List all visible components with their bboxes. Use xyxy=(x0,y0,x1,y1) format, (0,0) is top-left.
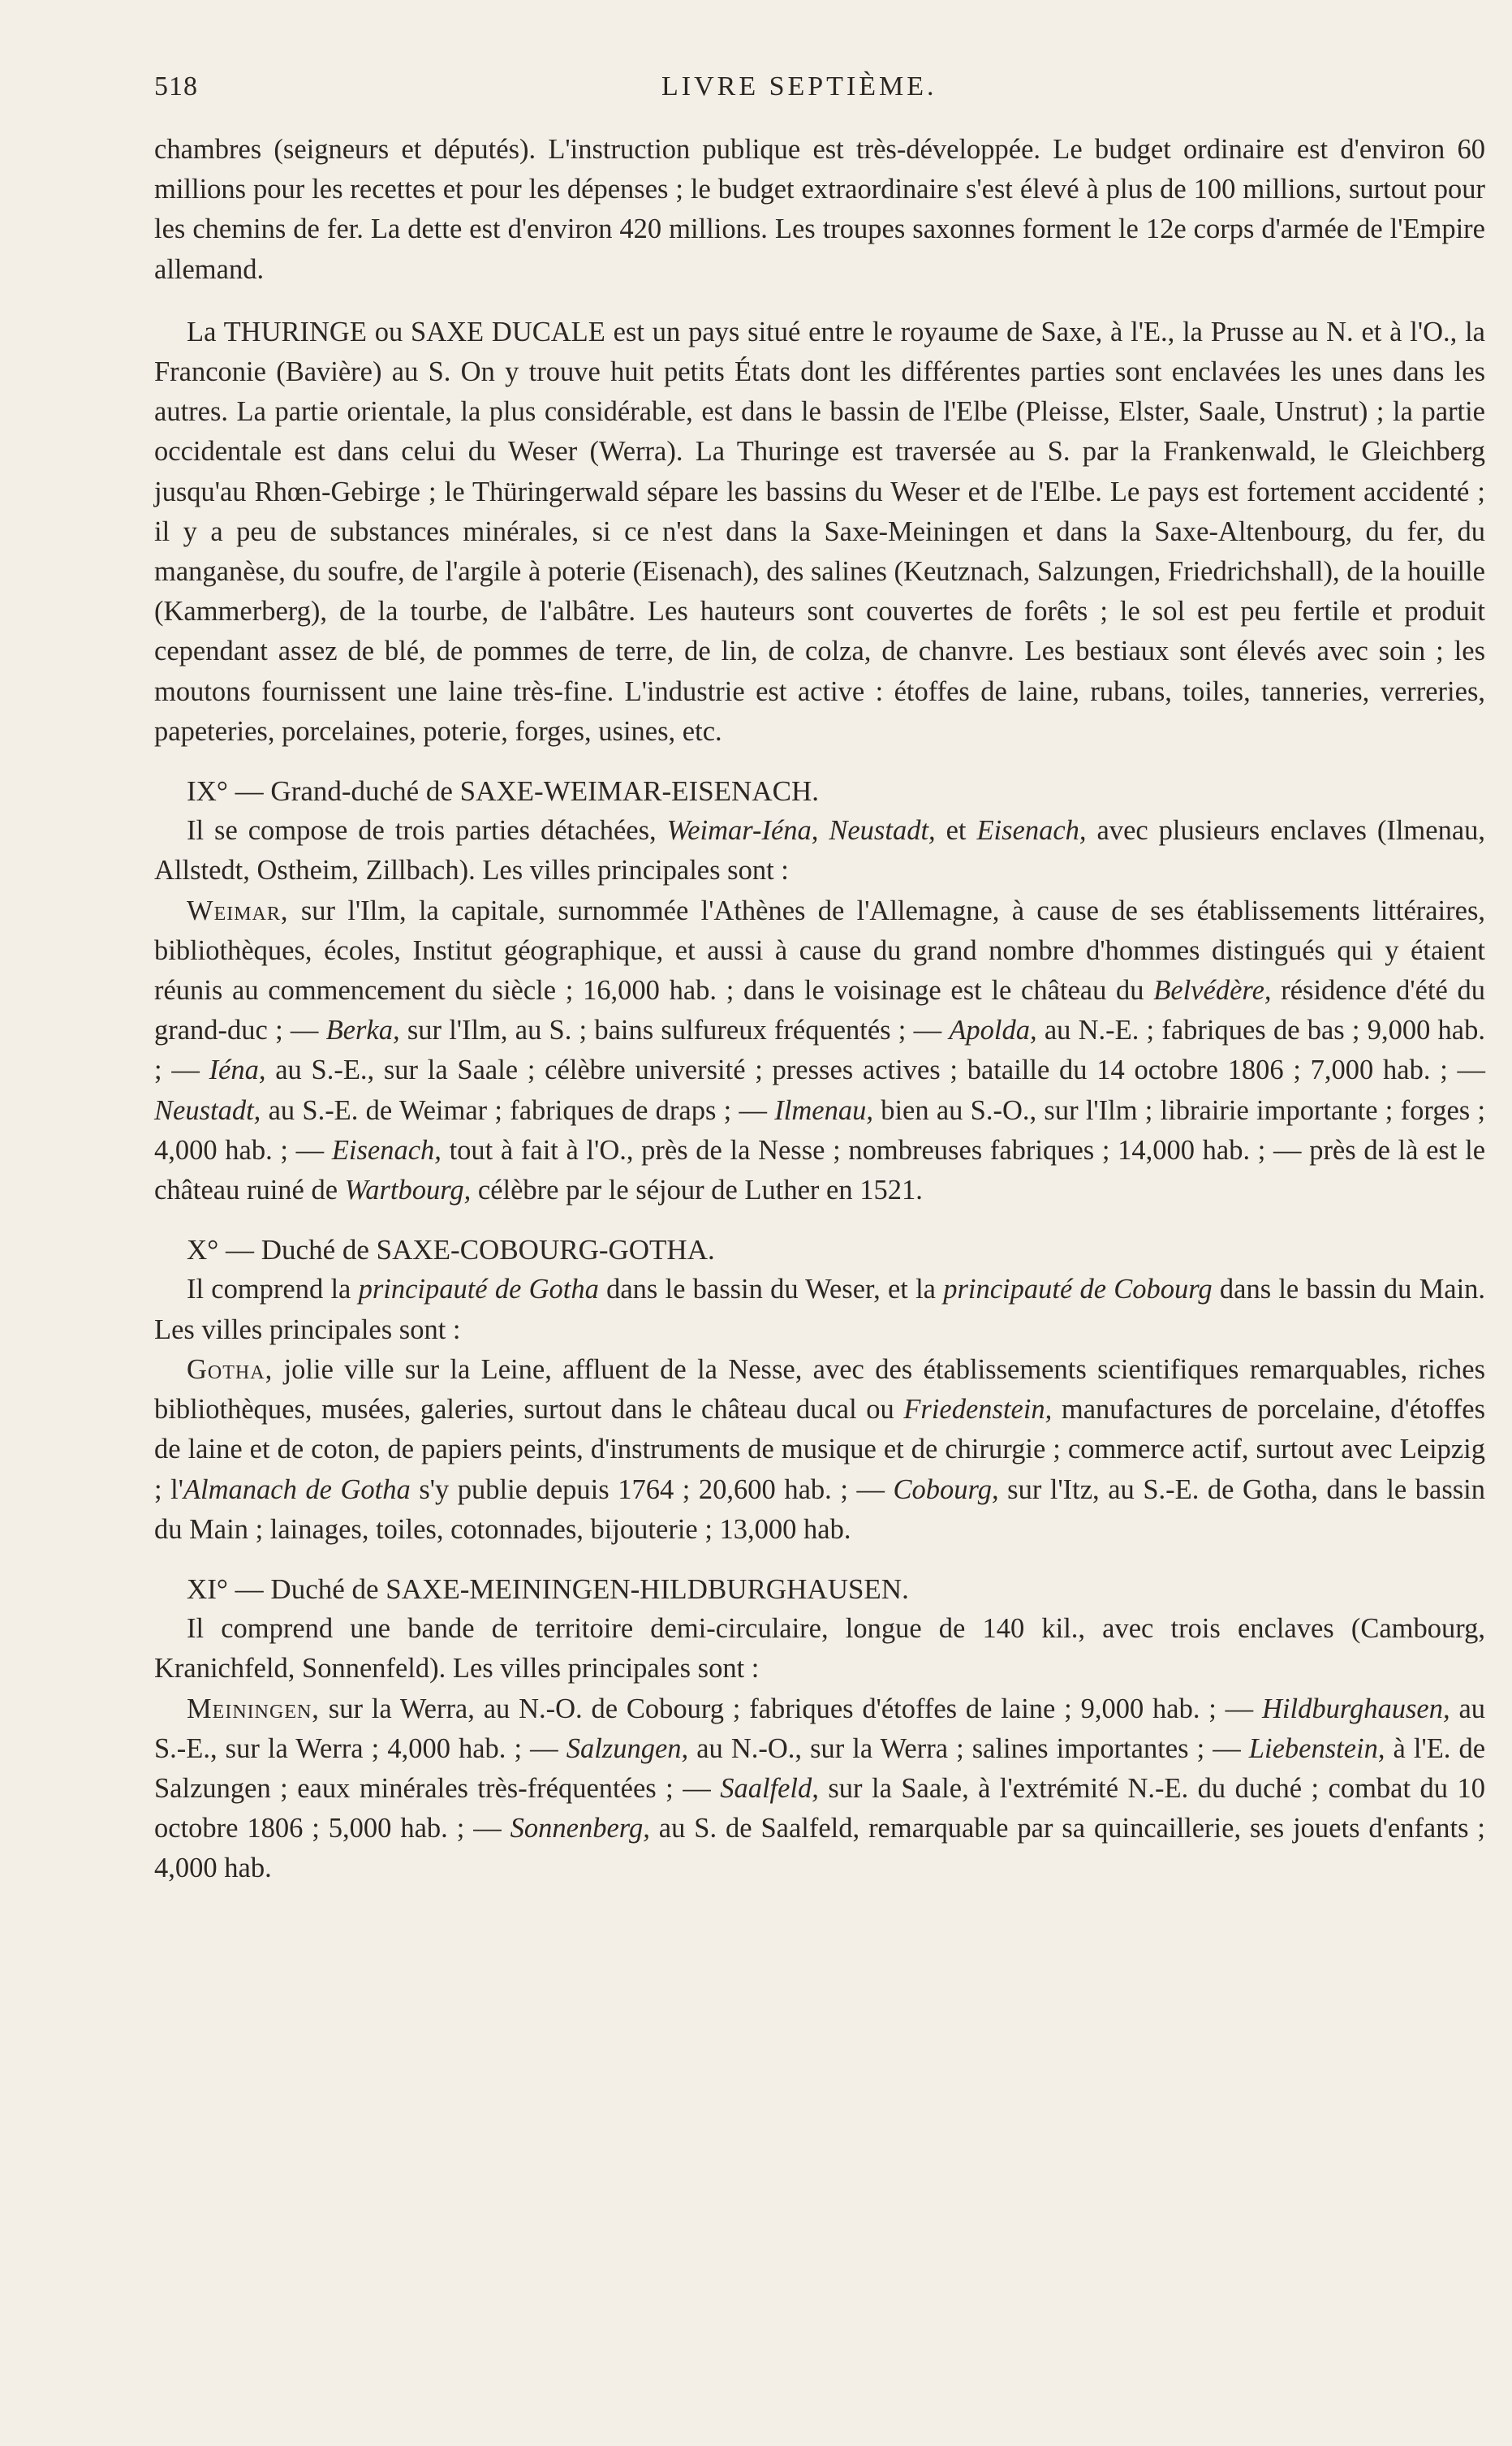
text-run: au S.-E., sur la Saale ; célèbre université ; presses actives ; bataille du 14 octobre 1806 ; 7,000 hab. ; — xyxy=(275,1055,1486,1086)
paragraph-coburg-cities xyxy=(154,1350,1485,1550)
text-run: Il comprend la xyxy=(187,1274,351,1305)
text-run: dans le bassin du Weser, et la xyxy=(606,1274,936,1305)
section-heading-meiningen: XI° — Duché de SAXE-MEININGEN-HILDBURGHAUSEN. xyxy=(187,1572,909,1605)
paragraph-coburg-intro xyxy=(154,1270,1485,1349)
text-run: au S.-E., sur la Werra ; 4,000 hab. ; — xyxy=(154,1693,1486,1764)
text-run: dans le bassin du Main. Les villes principales sont : xyxy=(154,1274,1486,1345)
section-heading-coburg: X° — Duché de SAXE-COBOURG-GOTHA. xyxy=(187,1234,715,1266)
text-run: au S.-E. de Weimar ; fabriques de draps ; — xyxy=(268,1094,767,1126)
text-run: tout à fait à l'O., près de la Nesse ; nombreuses fabriques ; 14,000 hab. ; — près de là est le château ruiné de xyxy=(154,1134,1486,1206)
city-name: Apolda, xyxy=(949,1015,1037,1046)
paragraph-weimar-cities xyxy=(154,891,1485,1211)
text-run: au N.-E. ; fabriques de bas ; 9,000 hab. ; — xyxy=(154,1015,1485,1086)
place-name: Eisenach, xyxy=(976,815,1087,847)
text-run: sur l'Ilm, au S. ; bains sulfureux fréquentés ; — xyxy=(407,1015,942,1046)
paragraph-meiningen-cities xyxy=(154,1689,1485,1889)
city-name: Eisenach, xyxy=(331,1134,442,1166)
city-name: Gotha, xyxy=(187,1353,274,1385)
city-name: Liebenstein, xyxy=(1248,1732,1385,1764)
text-run: au S. de Saalfeld, remarquable par sa quincaillerie, ses jouets d'enfants ; 4,000 hab. xyxy=(154,1813,1486,1884)
text-run: à l'E. de Salzungen ; eaux minérales très-fréquentées ; — xyxy=(154,1732,1486,1804)
text-run: avec plusieurs enclaves (Ilmenau, Allstedt, Ostheim, Zillbach). Les villes principales sont : xyxy=(154,815,1486,887)
city-name: Weimar, xyxy=(187,895,289,926)
place-name: principauté de Gotha xyxy=(358,1274,599,1305)
section-heading-weimar: IX° — Grand-duché de SAXE-WEIMAR-EISENACH. xyxy=(187,775,819,808)
text-run: s'y publie depuis 1764 ; 20,600 hab. ; — xyxy=(419,1473,885,1505)
running-title: LIVRE SEPTIÈME. xyxy=(661,71,937,101)
text-run: au N.-O., sur la Werra ; salines importantes ; — xyxy=(696,1732,1241,1764)
place-name: Belvédère, xyxy=(1153,975,1272,1007)
paragraph-saxony-end: chambres (seigneurs et députés). L'instruction publique est très-développée. Le budget ordinaire est d'environ 60 millions pour les recettes et pour les dépenses ; le budget extraordinaire s'est élevé à plus de 100 millions, surtout pour les chemins de fer. La dette est d'environ 420 millions. Les troupes saxonnes forment le 12e corps d'armée de l'Empire allemand. xyxy=(154,134,1485,285)
text-run: Il se compose de trois parties détachées, xyxy=(187,815,657,847)
city-name: Ilmenau, xyxy=(774,1094,873,1126)
place-name: principauté de Cobourg xyxy=(943,1274,1213,1305)
paragraph-meiningen-intro: Il comprend une bande de territoire demi-circulaire, longue de 140 kil., avec trois enclaves (Cambourg, Kranichfeld, Sonnenfeld). Les villes principales sont : xyxy=(154,1613,1485,1685)
text-run: manufactures de porcelaine, d'étoffes de laine et de coton, de papiers peints, d'instruments de musique et de chirurgie ; commerce actif, surtout avec Leipzig ; l' xyxy=(154,1394,1485,1505)
text-run: résidence d'été du grand-duc ; — xyxy=(154,975,1486,1046)
body-text xyxy=(154,130,1485,1889)
place-name: Friedenstein, xyxy=(903,1394,1053,1426)
paragraph-thuringia: La THURINGE ou SAXE DUCALE est un pays situé entre le royaume de Saxe, à l'E., la Prusse au N. et à l'O., la Franconie (Bavière) au S. On y trouve huit petits États dont les différentes parties sont enclavées les unes dans les autres. La partie orientale, la plus considérable, est dans le bassin de l'Elbe (Pleisse, Elster, Saale, Unstrut) ; la partie occidentale est dans celui du Weser (Werra). La Thuringe est traversée au S. par la Frankenwald, le Gleichberg jusqu'au Rhœn-Gebirge ; le Thüringerwald sépare les bassins du Weser et de l'Elbe. Le pays est fortement accidenté ; il y a peu de substances minérales, si ce n'est dans la Saxe-Meiningen et dans la Saxe-Altenbourg, du fer, du manganèse, du soufre, de l'argile à poterie (Eisenach), des salines (Keutznach, Salzungen, Friedrichshall), de la houille (Kammerberg), de la tourbe, de l'albâtre. Les hauteurs sont couvertes de forêts ; le sol est peu fertile et produit cependant assez de blé, de pommes de terre, de lin, de colza, de chanvre. Les bestiaux sont élevés avec soin ; les moutons fournissent une laine très-fine. L'industrie est active : étoffes de laine, rubans, toiles, tanneries, verreries, papeteries, porcelaines, poterie, forges, usines, etc. xyxy=(154,316,1485,747)
text-run: jolie ville sur la Leine, affluent de la Nesse, avec des établissements scientifiques remarquables, riches bibliothèques, musées, galeries, surtout dans le château ducal ou xyxy=(154,1353,1485,1426)
city-name: Neustadt, xyxy=(154,1094,261,1126)
city-name: Hildburghausen, xyxy=(1262,1693,1450,1724)
city-name: Berka, xyxy=(325,1015,400,1046)
city-name: Sonnenberg, xyxy=(510,1813,650,1844)
city-name: Saalfeld, xyxy=(720,1772,819,1804)
place-name: Wartbourg, xyxy=(344,1175,472,1206)
text-run: sur la Werra, au N.-O. de Cobourg ; fabriques d'étoffes de laine ; 9,000 hab. ; — xyxy=(328,1693,1254,1724)
city-name: Salzungen, xyxy=(566,1732,689,1764)
paragraph-weimar-intro xyxy=(154,811,1485,891)
publication-name: Almanach de Gotha xyxy=(183,1473,411,1505)
running-header xyxy=(154,71,1485,112)
city-name: Cobourg, xyxy=(893,1473,999,1505)
text-run: sur l'Ilm, la capitale, surnommée l'Athènes de l'Allemagne, à cause de ses établissements littéraires, bibliothèques, écoles, Institut géographique, et aussi à cause du grand nombre d'hommes distingués qui y étaient réunis au commencement du siècle ; 16,000 hab. ; dans le voisinage est le château du xyxy=(154,895,1485,1007)
city-name: Meiningen, xyxy=(187,1693,320,1724)
place-name: Weimar-Iéna, Neustadt, xyxy=(666,815,936,847)
text-run: sur l'Itz, au S.-E. de Gotha, dans le bassin du Main ; lainages, toiles, cotonnades, bijouterie ; 13,000 hab. xyxy=(154,1473,1486,1545)
text-run: célèbre par le séjour de Luther en 1521. xyxy=(477,1175,923,1206)
city-name: Iéna, xyxy=(209,1055,266,1086)
text-run: et xyxy=(946,815,967,847)
page-number: 518 xyxy=(154,71,198,101)
text-run: bien au S.-O., sur l'Ilm ; librairie importante ; forges ; 4,000 hab. ; — xyxy=(154,1094,1486,1166)
text-run: sur la Saale, à l'extrémité N.-E. du duché ; combat du 10 octobre 1806 ; 5,000 hab. ; — xyxy=(154,1772,1486,1844)
